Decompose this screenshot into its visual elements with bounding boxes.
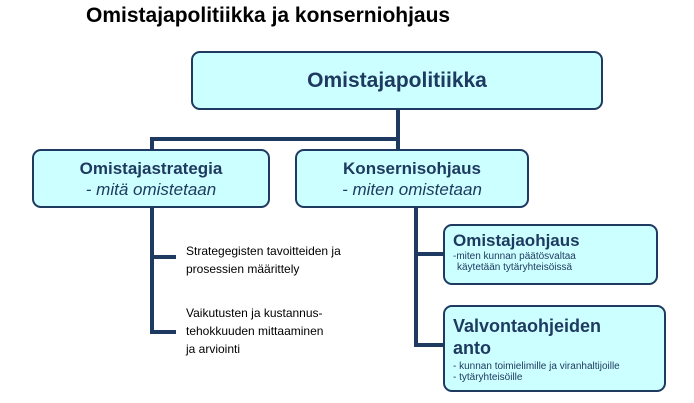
left-item-1-line-2: prosessien määrittely [186, 262, 300, 276]
connector-root-down [396, 109, 400, 139]
left-item-2-line-3: ja arviointi [186, 342, 241, 356]
omistajaohjaus-note-2: käytetään tytäryhteisöissä [457, 262, 573, 273]
omistajaohjaus-label: Omistajaohjaus [453, 231, 580, 250]
valvontaohjeiden-label-1: Valvontaohjeiden [453, 316, 602, 336]
connector-left-item1 [150, 255, 176, 259]
konsernisohjaus-label: Konsernisohjaus [343, 158, 481, 178]
root-box [191, 51, 603, 110]
valvontaohjeiden-note-2: - tytäryhteisöille [453, 372, 523, 383]
left-item-2-line-1: Vaikutusten ja kustannus- [186, 306, 323, 320]
root-label: Omistajapolitiikka [307, 68, 487, 92]
connector-left-item2 [150, 330, 176, 334]
left-item-2 [186, 304, 323, 358]
connector-right-child1 [414, 252, 444, 256]
omistajaohjaus-box [443, 224, 658, 285]
connector-horizontal [150, 137, 400, 141]
omistajastrategia-box [32, 149, 270, 208]
left-item-1 [186, 242, 341, 278]
konsernisohjaus-sublabel: - miten omistetaan [342, 179, 482, 199]
connector-right-vertical [414, 207, 418, 347]
page-title: Omistajapolitiikka ja konserniohjaus [86, 4, 451, 27]
left-item-1-line-1: Strategegisten tavoitteiden ja [186, 244, 341, 258]
konsernisohjaus-box [295, 149, 529, 208]
left-item-2-line-2: tehokkuuden mittaaminen [186, 324, 324, 338]
valvontaohjeiden-box [443, 305, 666, 392]
omistajastrategia-label: Omistajastrategia [79, 158, 223, 178]
connector-left-vertical [150, 207, 154, 334]
omistajaohjaus-note-1: -miten kunnan päätösvaltaa [453, 251, 576, 262]
connector-right-child2 [414, 343, 444, 347]
valvontaohjeiden-label-2: anto [453, 338, 491, 358]
valvontaohjeiden-note-1: - kunnan toimielimille ja viranhaltijoille [453, 361, 620, 372]
omistajastrategia-sublabel: - mitä omistetaan [85, 179, 217, 199]
